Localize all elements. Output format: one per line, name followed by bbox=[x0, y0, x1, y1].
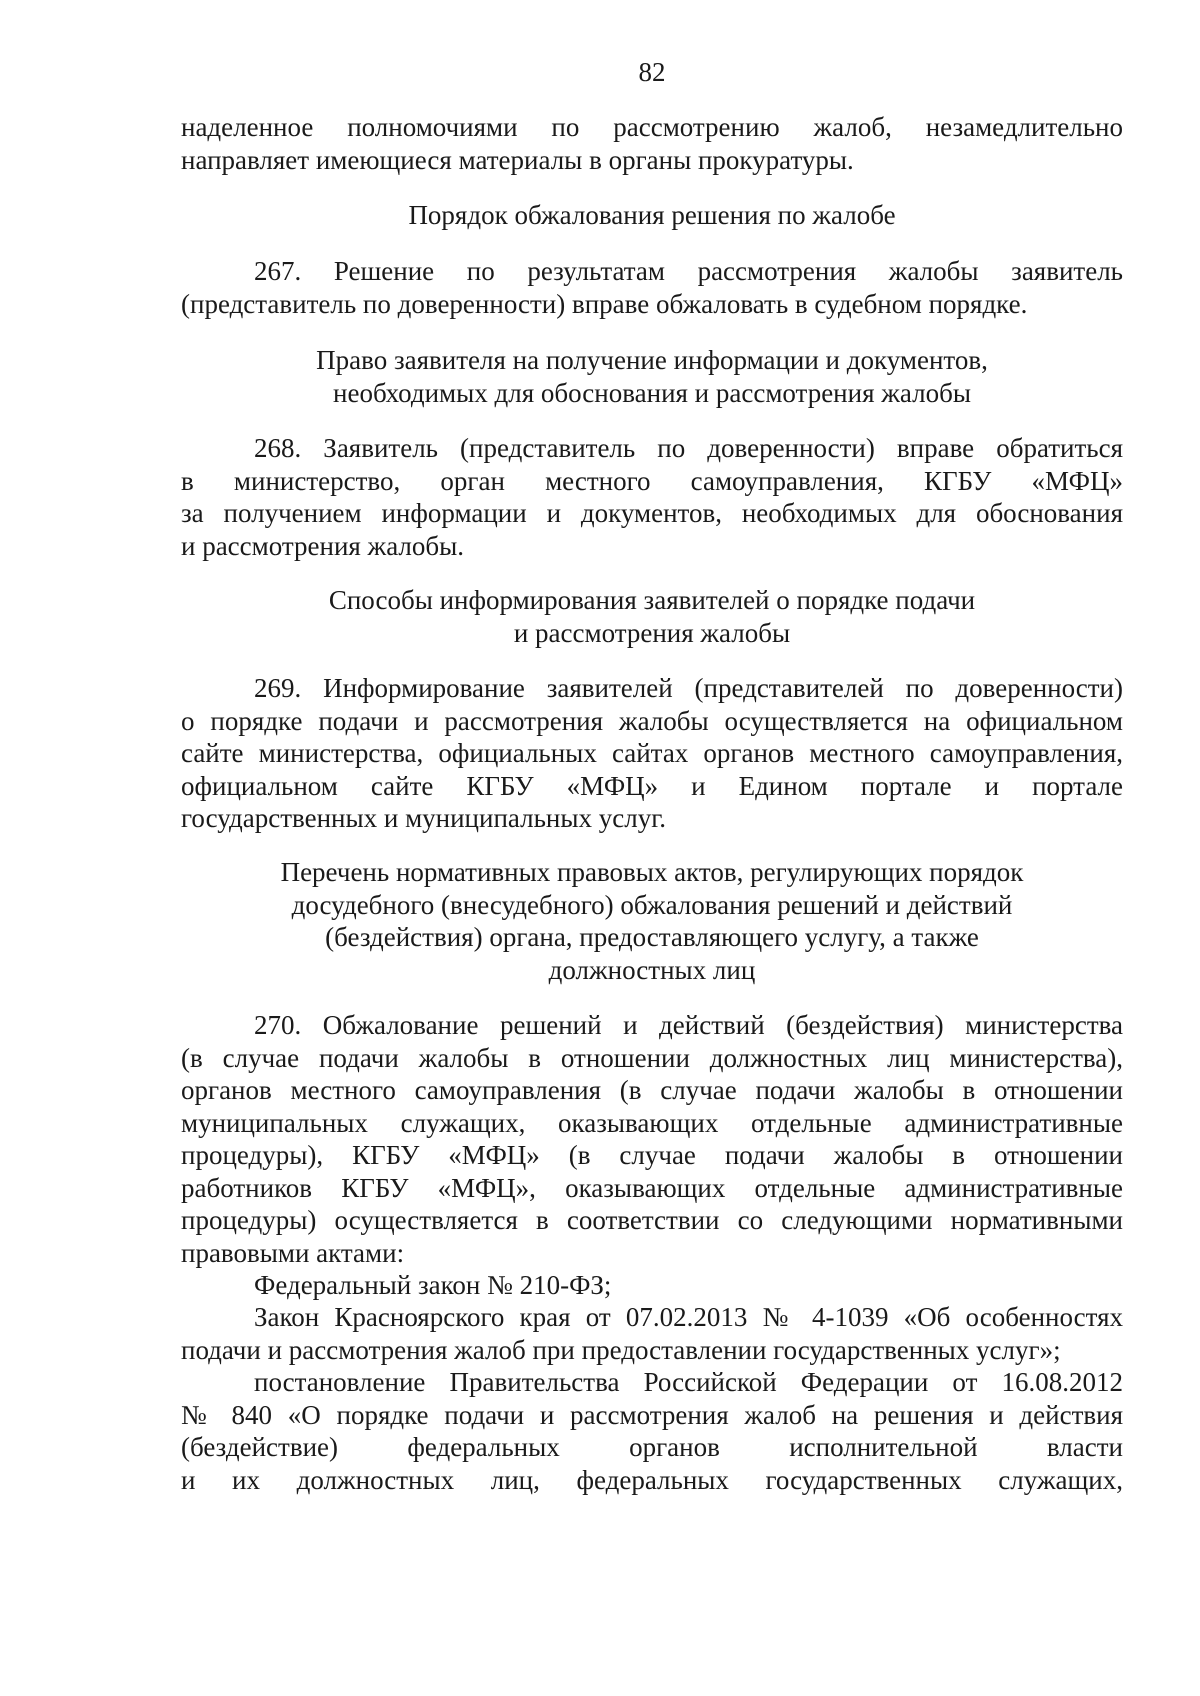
text-line: № 840 «О порядке подачи и рассмотрения жалоб на решения и действия bbox=[181, 1399, 1123, 1430]
heading-line: должностных лиц bbox=[548, 954, 756, 985]
text-line: Закон Красноярского края от 07.02.2013 № 4-1039 «Об особенностях bbox=[254, 1302, 1123, 1332]
text-line: о порядке подачи и рассмотрения жалобы осуществляется на официальном bbox=[181, 705, 1123, 736]
text-line: (бездействие) федеральных органов исполнительной власти bbox=[181, 1432, 1123, 1462]
heading-line: и рассмотрения жалобы bbox=[513, 617, 791, 648]
paragraph-270 bbox=[181, 1009, 1123, 1269]
heading-line: Порядок обжалования решения по жалобе bbox=[408, 200, 896, 230]
paragraph-268 bbox=[181, 432, 1123, 562]
text-line: (представитель по доверенности) вправе обжаловать в судебном порядке. bbox=[181, 288, 1028, 319]
list-item-decree-840 bbox=[181, 1366, 1123, 1496]
paragraph-267 bbox=[181, 255, 1123, 320]
text-line: 269. Информирование заявителей (представителей по доверенности) bbox=[254, 673, 1123, 703]
text-line: муниципальных служащих, оказывающих отдельные административные bbox=[181, 1107, 1123, 1138]
text-line: государственных и муниципальных услуг. bbox=[181, 803, 666, 833]
heading-line: досудебного (внесудебного) обжалования решений и действий bbox=[291, 889, 1013, 920]
text-line: органов местного самоуправления (в случае подачи жалобы в отношении bbox=[181, 1075, 1123, 1105]
paragraph-intro bbox=[181, 111, 1123, 176]
text-line: Федеральный закон № 210-ФЗ; bbox=[254, 1270, 612, 1300]
paragraph-269 bbox=[181, 672, 1123, 835]
section-heading bbox=[181, 344, 1123, 409]
text-line: сайте министерства, официальных сайтах органов местного самоуправления, bbox=[181, 738, 1123, 768]
text-line: за получением информации и документов, необходимых для обоснования bbox=[181, 498, 1123, 528]
text-line: и рассмотрения жалобы. bbox=[181, 530, 465, 561]
text-line: процедуры) осуществляется в соответствии со следующими нормативными bbox=[181, 1205, 1123, 1235]
text-line: наделенное полномочиями по рассмотрению жалоб, незамедлительно bbox=[181, 112, 1123, 142]
section-heading bbox=[181, 584, 1123, 649]
text-line: постановление Правительства Российской Федерации от 16.08.2012 bbox=[254, 1367, 1123, 1397]
section-heading bbox=[181, 199, 1123, 232]
text-line: работников КГБУ «МФЦ», оказывающих отдельные административные bbox=[181, 1172, 1123, 1203]
text-line: 267. Решение по результатам рассмотрения жалобы заявитель bbox=[254, 256, 1123, 286]
heading-line: (бездействия) органа, предоставляющего услугу, а также bbox=[325, 922, 979, 952]
text-line: направляет имеющиеся материалы в органы прокуратуры. bbox=[181, 144, 854, 175]
document-page bbox=[181, 0, 1123, 1696]
heading-line: Способы информирования заявителей о порядке подачи bbox=[328, 585, 976, 615]
text-line: и их должностных лиц, федеральных государственных служащих, bbox=[181, 1464, 1123, 1495]
text-line: (в случае подачи жалобы в отношении должностных лиц министерства), bbox=[181, 1042, 1123, 1073]
text-line: подачи и рассмотрения жалоб при предоставлении государственных услуг»; bbox=[181, 1334, 1061, 1365]
heading-line: Право заявителя на получение информации и документов, bbox=[316, 345, 988, 375]
text-line: официальном сайте КГБУ «МФЦ» и Едином портале и портале bbox=[181, 770, 1123, 801]
text-line: 270. Обжалование решений и действий (бездействия) министерства bbox=[254, 1010, 1123, 1040]
list-item-law-krasnoyarsk bbox=[181, 1301, 1123, 1366]
heading-line: Перечень нормативных правовых актов, регулирующих порядок bbox=[280, 857, 1024, 887]
text-line: 268. Заявитель (представитель по доверенности) вправе обратиться bbox=[254, 433, 1123, 463]
list-item-law-210 bbox=[181, 1269, 1123, 1302]
page-number: 82 bbox=[638, 57, 666, 87]
text-line: в министерство, орган местного самоуправления, КГБУ «МФЦ» bbox=[181, 465, 1123, 496]
text-line: процедуры), КГБУ «МФЦ» (в случае подачи жалобы в отношении bbox=[181, 1140, 1123, 1170]
section-heading bbox=[181, 856, 1123, 986]
text-line: правовыми актами: bbox=[181, 1237, 405, 1268]
heading-line: необходимых для обоснования и рассмотрения жалобы bbox=[333, 377, 971, 408]
